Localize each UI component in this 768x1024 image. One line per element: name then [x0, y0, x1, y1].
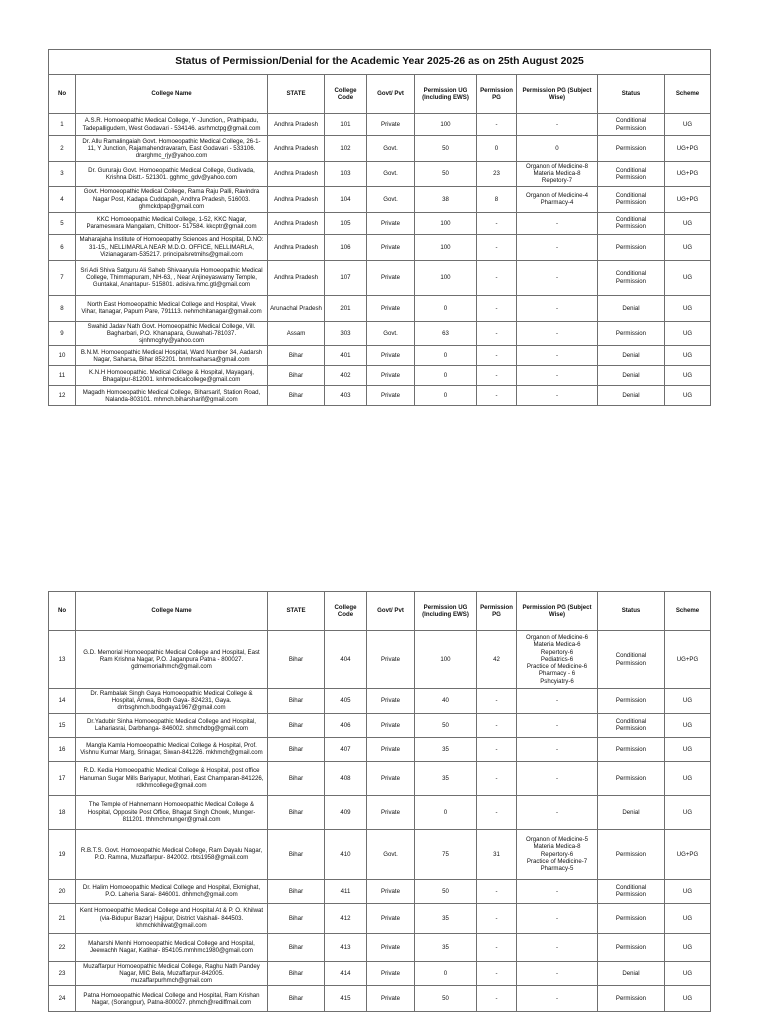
state-cell: Bihar [268, 795, 325, 829]
college-name-cell: Sri Adi Shiva Satguru Ali Saheb Shivaaryula Homoeopathic Medical College, Thimmapuram, NH-63, , Near Anjineyaswamy Temple, Guntakal, Anantapur- 515801. adisiva.hmc.gtl@gmail.com [76, 260, 268, 295]
college-name-cell: Kent Homoeopathic Medical College and Hospital At & P. O. Khilwat (via-Bidupur Bazar) Hajipur, District Vaishali- 844503. khmchkhilwat@gmail.com [76, 903, 268, 933]
govt-pvt-cell: Private [367, 879, 415, 903]
cell-no: 13 [49, 631, 76, 689]
state-cell: Bihar [268, 386, 325, 406]
college-name-cell: Muzaffarpur Homoeopathic Medical College, Raghu Nath Pandey Nagar, MIC Bela, Muzaffarpur-842005. muzaffarpurhmch@gmail.com [76, 961, 268, 986]
table-row [49, 986, 711, 1012]
header-row [49, 75, 711, 114]
header-college-name: College Name [76, 592, 268, 631]
state-cell: Bihar [268, 933, 325, 961]
permission-ug-cell: 35 [415, 737, 477, 761]
college-name-cell: K.N.H Homoeopathic. Medical College & Hospital, Mayaganj, Bhagalpur-812001. knhmedicalcollege@gmail.com [76, 366, 268, 386]
table-row [49, 689, 711, 714]
state-cell: Andhra Pradesh [268, 212, 325, 234]
status-cell: Conditional Permission [598, 879, 665, 903]
cell-no: 8 [49, 295, 76, 321]
table-row [49, 631, 711, 689]
scheme-cell: UG [665, 795, 711, 829]
status-cell: Permission [598, 761, 665, 795]
state-cell: Bihar [268, 631, 325, 689]
header-status: Status [598, 75, 665, 114]
scheme-cell: UG [665, 761, 711, 795]
permission-pg-cell: - [477, 114, 517, 136]
scheme-cell: UG+PG [665, 631, 711, 689]
govt-pvt-cell: Private [367, 295, 415, 321]
permission-pg-cell: - [477, 212, 517, 234]
college-name-cell: A.S.R. Homoeopathic Medical College, Y -Junction,, Prathipadu, Tadepalligudem, West Godavari - 534146. asrhmctpg@gmail.com [76, 114, 268, 136]
scheme-cell: UG [665, 961, 711, 986]
permission-pg-cell: 0 [477, 136, 517, 162]
state-cell: Bihar [268, 713, 325, 737]
table-row [49, 186, 711, 212]
scheme-cell: UG [665, 366, 711, 386]
scheme-cell: UG [665, 933, 711, 961]
permission-ug-cell: 35 [415, 761, 477, 795]
table-row [49, 162, 711, 187]
scheme-cell: UG [665, 903, 711, 933]
page-2 [48, 591, 710, 1012]
table-row [49, 879, 711, 903]
header-status: Status [598, 592, 665, 631]
govt-pvt-cell: Private [367, 689, 415, 714]
table-row [49, 713, 711, 737]
permission-pg-cell: - [477, 689, 517, 714]
cell-no: 14 [49, 689, 76, 714]
header-permission-pg: Permission PG [477, 592, 517, 631]
status-cell: Conditional Permission [598, 260, 665, 295]
permission-pg-subject-cell: - [517, 903, 598, 933]
permission-pg-subject-cell: - [517, 961, 598, 986]
govt-pvt-cell: Private [367, 114, 415, 136]
permission-ug-cell: 75 [415, 829, 477, 879]
college-name-cell: Maharajaha Institute of Homoeopathy Sciences and Hospital, D.NO: 31-15,, NELLIMARLA NEAR M.D.O. OFFICE, NELLIMARLA, Vizianagaram-535217. principalsretmihs@gmail.com [76, 234, 268, 260]
table-row [49, 903, 711, 933]
state-cell: Andhra Pradesh [268, 186, 325, 212]
cell-no: 2 [49, 136, 76, 162]
state-cell: Bihar [268, 737, 325, 761]
scheme-cell: UG [665, 260, 711, 295]
status-cell: Permission [598, 903, 665, 933]
permission-ug-cell: 50 [415, 136, 477, 162]
college-code-cell: 106 [325, 234, 367, 260]
scheme-cell: UG [665, 386, 711, 406]
permission-pg-subject-cell: - [517, 346, 598, 366]
govt-pvt-cell: Private [367, 212, 415, 234]
govt-pvt-cell: Govt. [367, 162, 415, 187]
govt-pvt-cell: Private [367, 713, 415, 737]
permission-pg-cell: - [477, 879, 517, 903]
permission-pg-subject-cell: Organon of Medicine-5 Materia Medica-8 Repertory-6 Practice of Medicine-7 Pharmacy-5 [517, 829, 598, 879]
scheme-cell: UG [665, 212, 711, 234]
college-code-cell: 102 [325, 136, 367, 162]
header-scheme: Scheme [665, 75, 711, 114]
status-cell: Conditional Permission [598, 186, 665, 212]
permission-ug-cell: 40 [415, 689, 477, 714]
college-name-cell: R.B.T.S. Govt. Homoeopathic Medical College, Ram Dayalu Nagar, P.O. Ramna, Muzaffarpur- 842002. rbts1958@gmail.com [76, 829, 268, 879]
permission-ug-cell: 35 [415, 903, 477, 933]
permission-ug-cell: 50 [415, 162, 477, 187]
status-cell: Conditional Permission [598, 114, 665, 136]
scheme-cell: UG [665, 114, 711, 136]
cell-no: 24 [49, 986, 76, 1012]
cell-no: 12 [49, 386, 76, 406]
status-cell: Denial [598, 386, 665, 406]
permission-ug-cell: 0 [415, 295, 477, 321]
table-row [49, 136, 711, 162]
college-name-cell: Maharshi Menhi Homoeopathic Medical College and Hospital, Jeewachh Nagar, Katihar- 854105.mmhmc1980@gmail.com [76, 933, 268, 961]
college-name-cell: G.D. Memorial Homoeopathic Medical College and Hospital, East Ram Krishna Nagar, P.O. Jaganpura Patna - 800027. gdmemorialhmch@gmail.com [76, 631, 268, 689]
permission-pg-cell: - [477, 737, 517, 761]
status-cell: Conditional Permission [598, 631, 665, 689]
cell-no: 4 [49, 186, 76, 212]
permission-pg-cell: 42 [477, 631, 517, 689]
status-cell: Denial [598, 366, 665, 386]
college-code-cell: 101 [325, 114, 367, 136]
status-table-2 [48, 591, 711, 1012]
govt-pvt-cell: Private [367, 903, 415, 933]
college-name-cell: North East Homoeopathic Medical College and Hospital, Vivek Vihar, Itanagar, Papum Pare, 791113. nehmchitanagar@gmail.com [76, 295, 268, 321]
college-code-cell: 104 [325, 186, 367, 212]
cell-no: 20 [49, 879, 76, 903]
header-state: STATE [268, 75, 325, 114]
status-cell: Permission [598, 321, 665, 346]
govt-pvt-cell: Private [367, 366, 415, 386]
permission-pg-cell: - [477, 961, 517, 986]
state-cell: Bihar [268, 346, 325, 366]
permission-pg-cell: 23 [477, 162, 517, 187]
college-name-cell: Dr. Gururaju Govt. Homoeopathic Medical College, Gudivada, Krishna Distt.- 521301. gghmc_gdv@yahoo.com [76, 162, 268, 187]
permission-pg-cell: - [477, 986, 517, 1012]
header-college-code: College Code [325, 75, 367, 114]
permission-pg-subject-cell: Organon of Medicine-8 Materia Medica-8 Repetory-7 [517, 162, 598, 187]
state-cell: Bihar [268, 879, 325, 903]
permission-ug-cell: 35 [415, 933, 477, 961]
permission-pg-cell: 31 [477, 829, 517, 879]
permission-pg-subject-cell: 0 [517, 136, 598, 162]
college-code-cell: 303 [325, 321, 367, 346]
college-name-cell: Dr. Rambalak Singh Gaya Homoeopathic Medical College & Hospital, Amwa, Bodh Gaya- 824231, Gaya. drrbsghmch.bodhgaya1967@gmail.com [76, 689, 268, 714]
permission-pg-cell: - [477, 234, 517, 260]
header-govt-pvt: Govt/ Pvt [367, 75, 415, 114]
permission-pg-cell: - [477, 346, 517, 366]
permission-pg-subject-cell: Organon of Medicine-6 Materia Medica-6 Repertory-6 Pediatrics-6 Practice of Medicine-6 Pharmacy - 6 Pshcyiatry-6 [517, 631, 598, 689]
scheme-cell: UG [665, 713, 711, 737]
scheme-cell: UG+PG [665, 136, 711, 162]
permission-ug-cell: 50 [415, 986, 477, 1012]
status-cell: Conditional Permission [598, 713, 665, 737]
permission-ug-cell: 100 [415, 234, 477, 260]
table-row [49, 366, 711, 386]
govt-pvt-cell: Private [367, 795, 415, 829]
permission-pg-subject-cell: - [517, 879, 598, 903]
scheme-cell: UG [665, 321, 711, 346]
permission-pg-subject-cell: - [517, 737, 598, 761]
govt-pvt-cell: Govt. [367, 321, 415, 346]
cell-no: 6 [49, 234, 76, 260]
college-code-cell: 414 [325, 961, 367, 986]
table-row [49, 114, 711, 136]
cell-no: 3 [49, 162, 76, 187]
permission-ug-cell: 0 [415, 346, 477, 366]
permission-pg-cell: - [477, 321, 517, 346]
permission-pg-subject-cell: - [517, 386, 598, 406]
cell-no: 23 [49, 961, 76, 986]
state-cell: Bihar [268, 903, 325, 933]
header-scheme: Scheme [665, 592, 711, 631]
permission-pg-cell: - [477, 386, 517, 406]
status-cell: Permission [598, 933, 665, 961]
status-cell: Permission [598, 234, 665, 260]
table-row [49, 346, 711, 366]
status-cell: Permission [598, 737, 665, 761]
table-row [49, 386, 711, 406]
govt-pvt-cell: Private [367, 260, 415, 295]
scheme-cell: UG [665, 986, 711, 1012]
permission-pg-cell: - [477, 761, 517, 795]
govt-pvt-cell: Private [367, 386, 415, 406]
table-row [49, 829, 711, 879]
permission-ug-cell: 50 [415, 879, 477, 903]
table-row [49, 761, 711, 795]
college-code-cell: 411 [325, 879, 367, 903]
scheme-cell: UG [665, 879, 711, 903]
cell-no: 5 [49, 212, 76, 234]
header-permission-ug: Permission UG (Including EWS) [415, 75, 477, 114]
college-code-cell: 406 [325, 713, 367, 737]
scheme-cell: UG [665, 234, 711, 260]
page-title: Status of Permission/Denial for the Academic Year 2025-26 as on 25th August 2025 [49, 50, 711, 75]
permission-pg-subject-cell: - [517, 761, 598, 795]
scheme-cell: UG+PG [665, 186, 711, 212]
state-cell: Andhra Pradesh [268, 260, 325, 295]
cell-no: 7 [49, 260, 76, 295]
college-name-cell: Patna Homoeopathic Medical College and Hospital, Ram Krishan Nagar, (Sorangpur), Patna-800027. phmch@rediffmail.com [76, 986, 268, 1012]
permission-ug-cell: 38 [415, 186, 477, 212]
college-name-cell: The Temple of Hahnemann Homoeopathic Medical College & Hospital, Opposite Post Office, Bhagat Singh Chowk, Munger- 811201. thhmchmunger@gmail.com [76, 795, 268, 829]
permission-pg-subject-cell: - [517, 933, 598, 961]
permission-pg-cell: - [477, 933, 517, 961]
scheme-cell: UG [665, 346, 711, 366]
table-row [49, 295, 711, 321]
college-code-cell: 415 [325, 986, 367, 1012]
permission-pg-subject-cell: - [517, 795, 598, 829]
permission-pg-cell: - [477, 260, 517, 295]
status-cell: Permission [598, 689, 665, 714]
page-1 [48, 49, 710, 406]
cell-no: 22 [49, 933, 76, 961]
table-row [49, 737, 711, 761]
state-cell: Bihar [268, 961, 325, 986]
college-code-cell: 401 [325, 346, 367, 366]
table-row [49, 234, 711, 260]
header-permission-pg-subject: Permission PG (Subject Wise) [517, 75, 598, 114]
header-row [49, 592, 711, 631]
table-row [49, 933, 711, 961]
permission-pg-subject-cell: - [517, 295, 598, 321]
permission-pg-subject-cell: - [517, 366, 598, 386]
permission-ug-cell: 63 [415, 321, 477, 346]
govt-pvt-cell: Private [367, 961, 415, 986]
header-permission-pg: Permission PG [477, 75, 517, 114]
govt-pvt-cell: Govt. [367, 829, 415, 879]
state-cell: Bihar [268, 829, 325, 879]
status-table-1 [48, 49, 711, 406]
govt-pvt-cell: Govt. [367, 186, 415, 212]
permission-pg-subject-cell: - [517, 260, 598, 295]
permission-pg-cell: - [477, 295, 517, 321]
govt-pvt-cell: Govt. [367, 136, 415, 162]
header-permission-pg-subject: Permission PG (Subject Wise) [517, 592, 598, 631]
state-cell: Andhra Pradesh [268, 114, 325, 136]
college-code-cell: 403 [325, 386, 367, 406]
college-code-cell: 107 [325, 260, 367, 295]
cell-no: 18 [49, 795, 76, 829]
permission-ug-cell: 0 [415, 795, 477, 829]
cell-no: 9 [49, 321, 76, 346]
scheme-cell: UG [665, 689, 711, 714]
state-cell: Andhra Pradesh [268, 136, 325, 162]
college-code-cell: 103 [325, 162, 367, 187]
college-name-cell: R.D. Kedia Homoeopathic Medical College & Hospital, post office Hanuman Sugar Mills Bariyapur, Motihari, East Champaran-841226, rdkhmcollege@gmail.com [76, 761, 268, 795]
college-code-cell: 410 [325, 829, 367, 879]
permission-ug-cell: 100 [415, 631, 477, 689]
college-code-cell: 407 [325, 737, 367, 761]
govt-pvt-cell: Private [367, 737, 415, 761]
status-cell: Denial [598, 961, 665, 986]
permission-pg-subject-cell: - [517, 321, 598, 346]
govt-pvt-cell: Private [367, 986, 415, 1012]
table-body-2 [49, 631, 711, 1012]
college-code-cell: 409 [325, 795, 367, 829]
header-govt-pvt: Govt/ Pvt [367, 592, 415, 631]
college-name-cell: KKC Homoeopathic Medical College, 1-52, KKC Nagar, Parameswara Mangalam, Chittoor- 517584. kkcptr@gmail.com [76, 212, 268, 234]
college-name-cell: Govt. Homoeopathic Medical College, Rama Raju Palli, Ravindra Nagar Post, Kadapa Cuddapah, Andhra Pradesh, 516003. ghmckdpap@gmail.com [76, 186, 268, 212]
college-name-cell: Swahid Jadav Nath Govt. Homoeopathic Medical College, Vill. Bagharbari, P.O. Khanapara, Guwahati-781037. sjnhmcghy@yahoo.com [76, 321, 268, 346]
college-name-cell: B.N.M. Homoeopathic Medical Hospital, Ward Number 34, Aadarsh Nagar, Saharsa, Bihar 852201. bnmhsaharsa@gmail.com [76, 346, 268, 366]
permission-ug-cell: 50 [415, 713, 477, 737]
permission-ug-cell: 0 [415, 386, 477, 406]
state-cell: Andhra Pradesh [268, 162, 325, 187]
state-cell: Bihar [268, 986, 325, 1012]
table-row [49, 961, 711, 986]
header-state: STATE [268, 592, 325, 631]
permission-pg-subject-cell: - [517, 986, 598, 1012]
permission-pg-subject-cell: - [517, 114, 598, 136]
state-cell: Bihar [268, 366, 325, 386]
permission-ug-cell: 100 [415, 260, 477, 295]
permission-pg-subject-cell: Organon of Medicine-4 Pharmacy-4 [517, 186, 598, 212]
permission-pg-subject-cell: - [517, 212, 598, 234]
header-no: No [49, 592, 76, 631]
status-cell: Denial [598, 295, 665, 321]
state-cell: Bihar [268, 689, 325, 714]
status-cell: Permission [598, 986, 665, 1012]
state-cell: Arunachal Pradesh [268, 295, 325, 321]
table-row [49, 795, 711, 829]
permission-pg-subject-cell: - [517, 234, 598, 260]
college-code-cell: 105 [325, 212, 367, 234]
permission-ug-cell: 100 [415, 212, 477, 234]
govt-pvt-cell: Private [367, 761, 415, 795]
college-code-cell: 412 [325, 903, 367, 933]
status-cell: Denial [598, 346, 665, 366]
govt-pvt-cell: Private [367, 234, 415, 260]
govt-pvt-cell: Private [367, 631, 415, 689]
header-no: No [49, 75, 76, 114]
scheme-cell: UG+PG [665, 829, 711, 879]
status-cell: Denial [598, 795, 665, 829]
status-cell: Conditional Permission [598, 212, 665, 234]
college-code-cell: 413 [325, 933, 367, 961]
cell-no: 16 [49, 737, 76, 761]
cell-no: 17 [49, 761, 76, 795]
permission-ug-cell: 0 [415, 961, 477, 986]
college-code-cell: 408 [325, 761, 367, 795]
college-code-cell: 404 [325, 631, 367, 689]
state-cell: Assam [268, 321, 325, 346]
college-code-cell: 201 [325, 295, 367, 321]
college-code-cell: 405 [325, 689, 367, 714]
header-college-code: College Code [325, 592, 367, 631]
cell-no: 15 [49, 713, 76, 737]
permission-pg-cell: - [477, 903, 517, 933]
table-row [49, 212, 711, 234]
college-name-cell: Dr. Halim Homoeopathic Medical College and Hospital, Ekmighat, P.O. Laheria Sarai- 846001. dhhmch@gmail.com [76, 879, 268, 903]
college-name-cell: Dr.Yadubir Sinha Homoeopathic Medical College and Hospital, Lahariasrai, Darbhanga- 846002. shmchdbg@gmail.com [76, 713, 268, 737]
permission-pg-cell: - [477, 366, 517, 386]
college-name-cell: Mangla Kamla Homoeopathic Medical College & Hospital, Prof. Vishnu Kumar Marg, Srinagar, Siwan-841226. mkhmch@gmail.com [76, 737, 268, 761]
cell-no: 19 [49, 829, 76, 879]
college-code-cell: 402 [325, 366, 367, 386]
permission-pg-cell: - [477, 713, 517, 737]
permission-pg-subject-cell: - [517, 713, 598, 737]
permission-pg-cell: - [477, 795, 517, 829]
cell-no: 11 [49, 366, 76, 386]
status-cell: Permission [598, 136, 665, 162]
status-cell: Conditional Permission [598, 162, 665, 187]
govt-pvt-cell: Private [367, 933, 415, 961]
header-permission-ug: Permission UG (Including EWS) [415, 592, 477, 631]
header-college-name: College Name [76, 75, 268, 114]
govt-pvt-cell: Private [367, 346, 415, 366]
permission-pg-subject-cell: - [517, 689, 598, 714]
status-cell: Permission [598, 829, 665, 879]
scheme-cell: UG [665, 295, 711, 321]
scheme-cell: UG+PG [665, 162, 711, 187]
permission-pg-cell: 8 [477, 186, 517, 212]
state-cell: Bihar [268, 761, 325, 795]
permission-ug-cell: 0 [415, 366, 477, 386]
table-row [49, 321, 711, 346]
cell-no: 21 [49, 903, 76, 933]
permission-ug-cell: 100 [415, 114, 477, 136]
state-cell: Andhra Pradesh [268, 234, 325, 260]
college-name-cell: Magadh Homoeopathic Medical College, Biharsarif, Station Road, Nalanda-803101. mhmch.biharsharif@gmail.com [76, 386, 268, 406]
table-body-1 [49, 114, 711, 406]
college-name-cell: Dr. Allu Ramalingaiah Govt. Homoeopathic Medical College, 26-1-11, Y Junction, Rajamahendravaram, East Godavari - 533106. drarghmc_rjy@yahoo.com [76, 136, 268, 162]
cell-no: 1 [49, 114, 76, 136]
scheme-cell: UG [665, 737, 711, 761]
cell-no: 10 [49, 346, 76, 366]
table-row [49, 260, 711, 295]
